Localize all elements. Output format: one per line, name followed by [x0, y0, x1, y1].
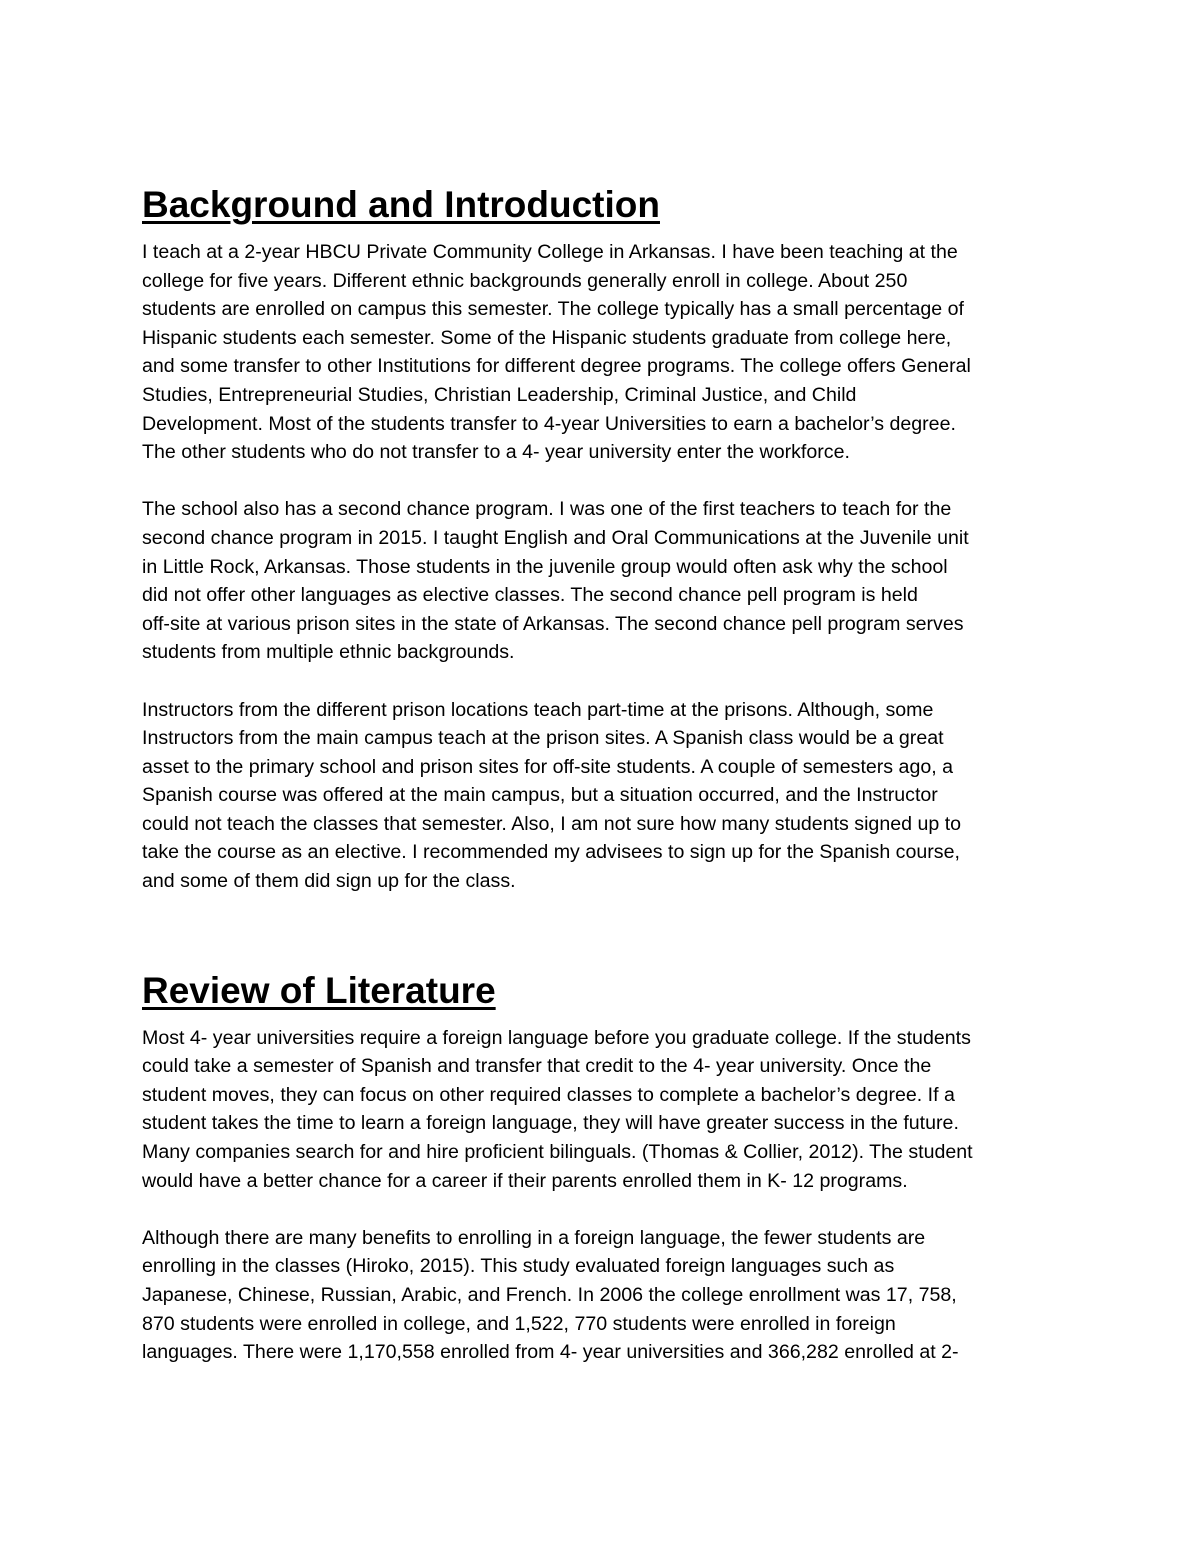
paragraph-review-2: Although there are many benefits to enrolling in a foreign language, the fewer students are enrolling in the classes (Hiroko, 2015). This study evaluated foreign languages such as Japanese, Chinese, Russian, Arabic, and French. In 2006 the college enrollment was 17, 758, 870 students were enrolled in college, and 1,522, 770 students were enrolled in foreign languages. There were 1,170,558 enrolled from 4- year universities and 366,282 enrolled at 2- [142, 1226, 959, 1364]
section-heading-review: Review of Literature [142, 969, 496, 1011]
document-body [142, 182, 1072, 1395]
section-review-of-literature [142, 968, 1072, 1367]
paragraph-review-1: Most 4- year universities require a foreign language before you graduate college. If the students could take a semester of Spanish and transfer that credit to the 4- year university. Once the student moves, they can focus on other required classes to complete a bachelor’s degree. If a student takes the time to learn a foreign language, they will have greater success in the future. Many companies search for and hire proficient bilinguals. (Thomas & Collier, 2012). The student would have a better chance for a career if their parents enrolled them in K- 12 programs. [142, 1026, 973, 1192]
paragraph-background-3: Instructors from the different prison locations teach part-time at the prisons. Although, some Instructors from the main campus teach at the prison sites. A Spanish class would be a great asset to the primary school and prison sites for off-site students. A couple of semesters ago, a Spanish course was offered at the main campus, but a situation occurred, and the Instructor could not teach the classes that semester. Also, I am not sure how many students signed up to take the course as an elective. I recommended my advisees to sign up for the Spanish course, and some of them did sign up for the class. [142, 698, 962, 893]
paragraph-background-1: I teach at a 2-year HBCU Private Community College in Arkansas. I have been teaching at the college for five years. Different ethnic backgrounds generally enroll in college. About 250 students are enrolled on campus this semester. The college typically has a small percentage of Hispanic students each semester. Some of the Hispanic students graduate from college here, and some transfer to other Institutions for different degree programs. The college offers General Studies, Entrepreneurial Studies, Christian Leadership, Criminal Justice, and Child Development. Most of the students transfer to 4-year Universities to earn a bachelor’s degree. The other students who do not transfer to a 4- year university enter the workforce. [142, 241, 971, 464]
paragraph-background-2: The school also has a second chance program. I was one of the first teachers to teach for the second chance program in 2015. I taught English and Oral Communications at the Juvenile unit in Little Rock, Arkansas. Those students in the juvenile group would often ask why the school did not offer other languages as elective classes. The second chance pell program is held off-site at various prison sites in the state of Arkansas. The second chance pell program serves students from multiple ethnic backgrounds. [142, 498, 969, 664]
section-heading-background: Background and Introduction [142, 184, 660, 225]
